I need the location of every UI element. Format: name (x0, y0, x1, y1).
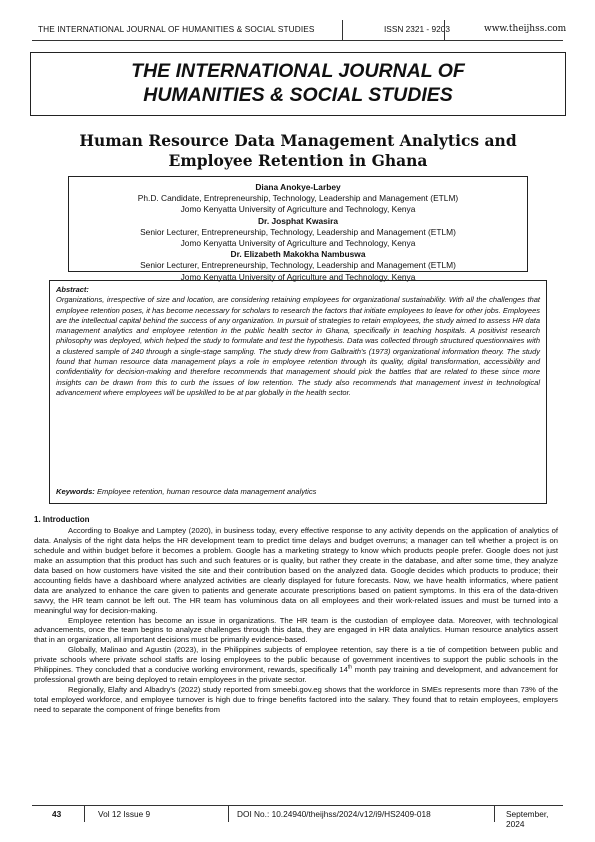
footer-divider (84, 806, 85, 822)
author-role: Senior Lecturer, Entrepreneurship, Technology, Leadership and Management (ETLM) (140, 260, 456, 271)
author-name: Dr. Elizabeth Makokha Nambuswa (230, 249, 366, 260)
page-number: 43 (52, 809, 62, 819)
abstract-text: Organizations, irrespective of size and location, are considering retaining employees for organizational sustainability. With all the challenges that employee retention poses, it has become necessary for scholars to research the factors that initiate employees to leave for other jobs. Employees are the intellectual capital behind the success of any organization. In pursuit of strategies to retain employees, the study aimed to assess HR data management analytics and employee retention in the public health sector in Ghana, specifically in teaching hospitals. A positivist research philosophy was deployed, which helped the study to formulate and test the hypothesis. Data was collected through structured questionnaires with a clustered sample of 240 through a single-stage sampling. The study drew from Galbraith's (1973) organizational information theory. The study found that human resource data management plays a role in employee retention through its quality, digital transformation, accessibility and confidentiality for decision-making and therefore recommends that management should pick the battles that are related to these since more insights can be drawn from this to curb the issues of low retention. The study also recommends that management invest in technological advancement where employees will be upskilled to be at par globally in the health sector. (56, 295, 540, 397)
body-paragraph: According to Boakye and Lamptey (2020), in business today, every effective response to any activity depends on the application of analytics of data. Analysis of the right data helps the HR development team to predict time delays and budget overruns; a manager can tell whether a project is on schedule and within budget before it becomes a problem. Google has a marketing strategy to know which products people prefer. Google does not just make an assumption that this product has such and such features or is quality, but rather they create in the database, and after some time, they analyze data based on how customers have visited the site and their contribution based on the analyzed data. Google decides which products to produce; their accounting fields have a dashboard where analyzed activities are clearly displayed for future forecasts. Now, we have health informatics, where patient data are analyzed to enhance the care given to patients and generate accurate prescriptions based on patient symptoms. In this era of the data-driven savvy, the HR team cannot be left out. The HR team has voluminous data on all employees and their work-related issues and must be turned into a meaningful way for decision-making. (34, 525, 558, 615)
footer-divider (228, 806, 229, 822)
author-role: Ph.D. Candidate, Entrepreneurship, Technology, Leadership and Management (ETLM) (137, 193, 459, 204)
running-header (32, 20, 567, 40)
footer-doi: DOI No.: 10.24940/theijhss/2024/v12/i9/HS2409-018 (237, 809, 431, 819)
header-rule (32, 40, 563, 41)
body-paragraph (34, 645, 558, 685)
page-footer (32, 806, 563, 829)
footer-divider (494, 806, 495, 822)
body-paragraph: Regionally, Elafty and Albadry's (2022) study reported from smeebi.gov.eg shows that the workforce in SMEs represents more than 73% of the total employed workforce, and employee turnover is high due to fringe benefits factored into the salary. They found that to retain employees, employers need to separate the component of fringe benefits from (34, 685, 558, 715)
header-divider (342, 20, 343, 40)
paper-title-line-1: Human Resource Data Management Analytics and (79, 131, 517, 150)
masthead-title (31, 59, 565, 107)
journal-masthead (30, 52, 566, 116)
header-website: www.theijhss.com (484, 24, 567, 34)
footer-date: September, 2024 (506, 809, 549, 829)
keywords-line (56, 487, 316, 497)
abstract-box (49, 280, 547, 504)
author-affiliation: Jomo Kenyatta University of Agriculture and Technology, Kenya (180, 238, 416, 249)
header-divider (444, 20, 445, 40)
author-affiliation: Jomo Kenyatta University of Agriculture and Technology, Kenya (180, 271, 416, 282)
author-block (68, 176, 528, 282)
keywords-text: Employee retention, human resource data management analytics (96, 487, 317, 496)
keywords-label: Keywords: (56, 487, 95, 496)
author-role: Senior Lecturer, Entrepreneurship, Technology, Leadership and Management (ETLM) (140, 226, 456, 237)
author-affiliation: Jomo Kenyatta University of Agriculture and Technology, Kenya (180, 204, 416, 215)
paper-title-line-2: Employee Retention in Ghana (168, 151, 428, 170)
paragraph-text: month pay training and development, and advancement for professional growth are being deployed to retain employees in the private sector. (34, 665, 558, 685)
paragraph-text: Globally, Malinao and Agustin (2023), in the Philippines subjects of employee retention, say there is a tie of competition between public and private schools where private school staffs are losing employees to the public because of government incentives to support the public schools in the Philippines. They concluded that a conducive working environment, rewards, specifically 14 (34, 645, 558, 675)
footer-volume: Vol 12 Issue 9 (98, 809, 151, 819)
section-heading: 1. Introduction (34, 515, 90, 524)
paper-title (30, 131, 566, 171)
author-name: Dr. Josphat Kwasira (257, 215, 339, 226)
body-text (34, 515, 558, 715)
masthead-line-1: THE INTERNATIONAL JOURNAL OF (131, 60, 465, 82)
ordinal-suffix: th (347, 664, 353, 671)
author-name: Diana Anokye-Larbey (255, 182, 341, 192)
body-paragraph: Employee retention has become an issue in organizations. The HR team is the custodian of employee data. Moreover, with technological advancements, once the team begins to analyze challenges through this data, they are engaged in HR data analytics. Human resource analytics assert that in an organization, all important decisions must be primarily evidence-based. (34, 615, 558, 645)
header-journal-name: THE INTERNATIONAL JOURNAL OF HUMANITIES & SOCIAL STUDIES (38, 24, 315, 34)
abstract-label: Abstract: (56, 285, 89, 294)
masthead-line-2: HUMANITIES & SOCIAL STUDIES (143, 84, 453, 106)
header-issn: ISSN 2321 - 9203 (384, 24, 450, 34)
